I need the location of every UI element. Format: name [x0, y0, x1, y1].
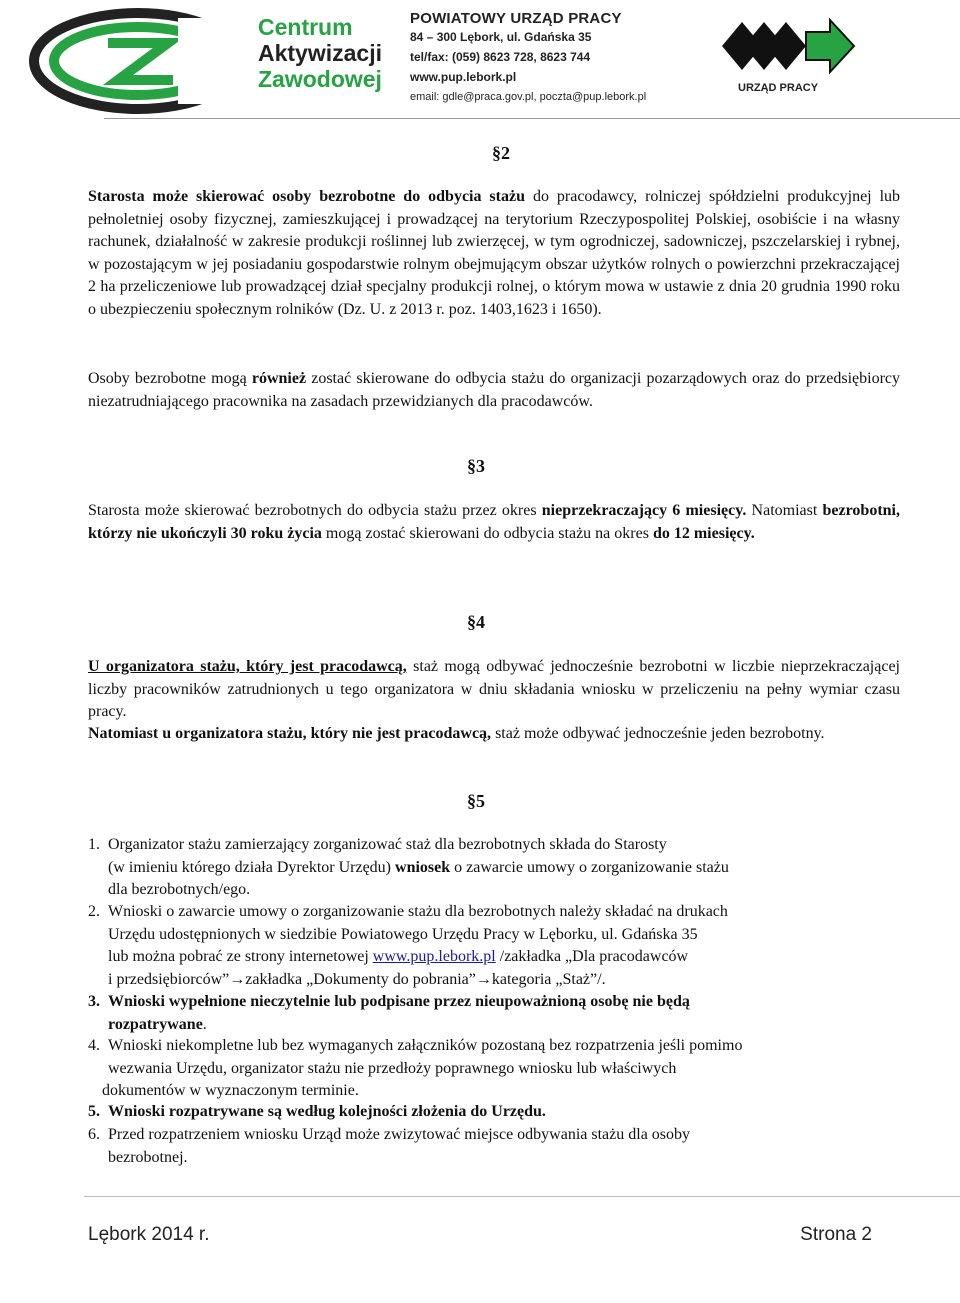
item1-bold: wniosek [395, 858, 451, 876]
item2-line-a: Wnioski o zawarcie umowy o zorganizowanie stażu dla bezrobotnych należy składać na drukach [108, 903, 728, 920]
urzad-pracy-arrow-icon [718, 10, 858, 82]
item3-line-b: rozpatrywane [108, 1015, 203, 1033]
paragraph-2a [88, 186, 900, 321]
paragraph-4b [88, 723, 900, 746]
p3-text2: Natomiast [746, 502, 823, 519]
pup-title: POWIATOWY URZĄD PRACY [410, 10, 622, 27]
item4-line-c: dokumentów w wyznaczonym terminie. [102, 1082, 359, 1099]
list-item-4 [88, 1035, 888, 1103]
item5-num: 5. [88, 1103, 100, 1120]
section-4-heading: §4 [467, 612, 485, 632]
p4a-bold-underline: U organizatora stażu, który jest pracodawcą, [88, 658, 407, 675]
item1-line-b: (w imieniu którego działa Dyrektor Urzędu) [108, 858, 396, 876]
list-item-5 [88, 1101, 888, 1124]
p3-text1: Starosta może skierować bezrobotnych do odbycia stażu przez okres [88, 502, 542, 519]
item4-num: 4. [88, 1037, 100, 1054]
item2-line-c1: lub można pobrać ze strony internetowej [108, 948, 373, 965]
p2b-bold: również [251, 370, 307, 387]
pup-contact [410, 10, 660, 107]
list-item-3 [88, 991, 888, 1036]
item2-line-d: i przedsiębiorców”→zakładka „Dokumenty do pobrania”→kategoria „Staż”/. [108, 970, 606, 988]
pup-www: www.pup.lebork.pl [410, 70, 517, 84]
p3-text3: mogą zostać skierowani do odbycia stażu na okres [321, 524, 653, 542]
pup-email: email: gdle@praca.gov.pl, poczta@pup.lebork.pl [410, 91, 647, 103]
cza-logo-icon [28, 8, 248, 114]
item2-num: 2. [88, 903, 100, 920]
item6-line-a: Przed rozpatrzeniem wniosku Urząd może zwizytować miejsce odbywania stażu dla osoby [108, 1126, 691, 1143]
letterhead [0, 0, 960, 118]
footer-location-year: Lębork 2014 r. [88, 1224, 210, 1245]
item6-line-b: bezrobotnej. [108, 1148, 188, 1166]
ca-line2: Aktywizacji [258, 40, 382, 66]
item2-line-c2: /zakładka „Dla pracodawców [495, 948, 689, 965]
section-2-heading: §2 [492, 143, 510, 163]
p4b-bold: Natomiast u organizatora stażu, który nie jest pracodawcą, [88, 725, 492, 742]
item4-line-a: Wnioski niekompletne lub bez wymaganych załączników pozostaną bez rozpatrzenia jeśli pomimo [108, 1037, 743, 1054]
list-item-6 [88, 1124, 888, 1169]
ca-line1: Centrum [258, 14, 353, 40]
footer-divider [84, 1196, 960, 1197]
p3-bold3: do 12 miesięcy. [652, 524, 755, 542]
urzad-pracy-caption: URZĄD PRACY [738, 82, 819, 94]
paragraph-4a [88, 656, 900, 724]
pup-website-link[interactable]: www.pup.lebork.pl [372, 948, 496, 965]
item1-line-b2: o zawarcie umowy o zorganizowanie stażu [450, 858, 729, 876]
item3-line-b2: . [202, 1015, 207, 1033]
item2-line-b: Urzędu udostępnionych w siedzibie Powiatowego Urzędu Pracy w Lęborku, ul. Gdańska 35 [108, 925, 698, 943]
section-3-heading: §3 [467, 456, 485, 476]
paragraph-2b [88, 368, 900, 413]
item3-line-a: Wnioski wypełnione nieczytelnie lub podpisane przez nieupoważnioną osobę nie będą [108, 993, 690, 1010]
p2b-text1: Osoby bezrobotne mogą [88, 370, 252, 387]
pup-phone: tel/fax: (059) 8623 728, 8623 744 [410, 50, 591, 64]
item4-line-b: wezwania Urzędu, organizator stażu nie przedłoży poprawnego wniosku lub właściwych [108, 1059, 677, 1077]
paragraph-3 [88, 500, 900, 545]
centrum-logo [28, 8, 248, 114]
p3-bold1: nieprzekraczający 6 miesięcy. [541, 502, 747, 519]
p3-bold2: bezrobotni, którzy nie ukończyli 30 roku życia [88, 502, 900, 542]
pup-address: 84 – 300 Lębork, ul. Gdańska 35 [410, 30, 592, 44]
p4b-text: staż może odbywać jednocześnie jeden bezrobotny. [491, 725, 825, 742]
header-divider [104, 118, 960, 119]
item6-num: 6. [88, 1126, 100, 1143]
item1-line-a: Organizator stażu zamierzający zorganizować staż dla bezrobotnych składa do Starosty [108, 836, 667, 853]
p2b-text2: zostać skierowane do odbycia stażu do organizacji pozarządowych oraz do przedsiębiorcy niezatrudniającego pracownika na zasadach przewidzianych dla pracodawców. [88, 370, 901, 410]
p2a-text: do pracodawcy, rolniczej spółdzielni produkcyjnej lub pełnoletniej osoby fizycznej, zamieszkującej i prowadzącej na terytorium Rzeczypospolitej Polskiej, osobiście i na własny rachunek, działalność w zakresie produkcji roślinnej lub zwierzęcej, w tym ogrodniczej, sadowniczej, pszczelarskiej i rybnej, w pozostającym w jej posiadaniu gospodarstwie rolnym obejmującym obszar użytków rolnych o powierzchni przekraczającej 2 ha przeliczeniowe lub prowadzącej dział specjalny produkcji rolnej, o którym mowa w ustawie z dnia 20 grudnia 1990 roku o ubezpieczeniu społecznym rolników (Dz. U. z 2013 r. poz. 1403,1623 i 1650). [88, 188, 901, 318]
footer-page-number: Strona 2 [800, 1224, 872, 1245]
item1-num: 1. [88, 836, 100, 853]
item3-num: 3. [88, 993, 100, 1010]
section-5-heading: §5 [467, 791, 485, 811]
list-item-2 [88, 901, 888, 991]
p4a-text: staż mogą odbywać jednocześnie bezrobotni w liczbie nieprzekraczającej liczby pracowników zatrudnionych u tego organizatora w dniu składania wniosku w przeliczeniu na pełny wymiar czasu pracy. [88, 658, 900, 720]
centrum-name [258, 14, 382, 92]
p2a-bold: Starosta może skierować osoby bezrobotne do odbycia stażu [88, 188, 525, 205]
item5-line-a: Wnioski rozpatrywane są według kolejności złożenia do Urzędu. [108, 1103, 546, 1120]
list-item-1 [88, 834, 888, 902]
item1-line-c: dla bezrobotnych/ego. [108, 881, 251, 898]
ca-line3: Zawodowej [258, 66, 382, 92]
